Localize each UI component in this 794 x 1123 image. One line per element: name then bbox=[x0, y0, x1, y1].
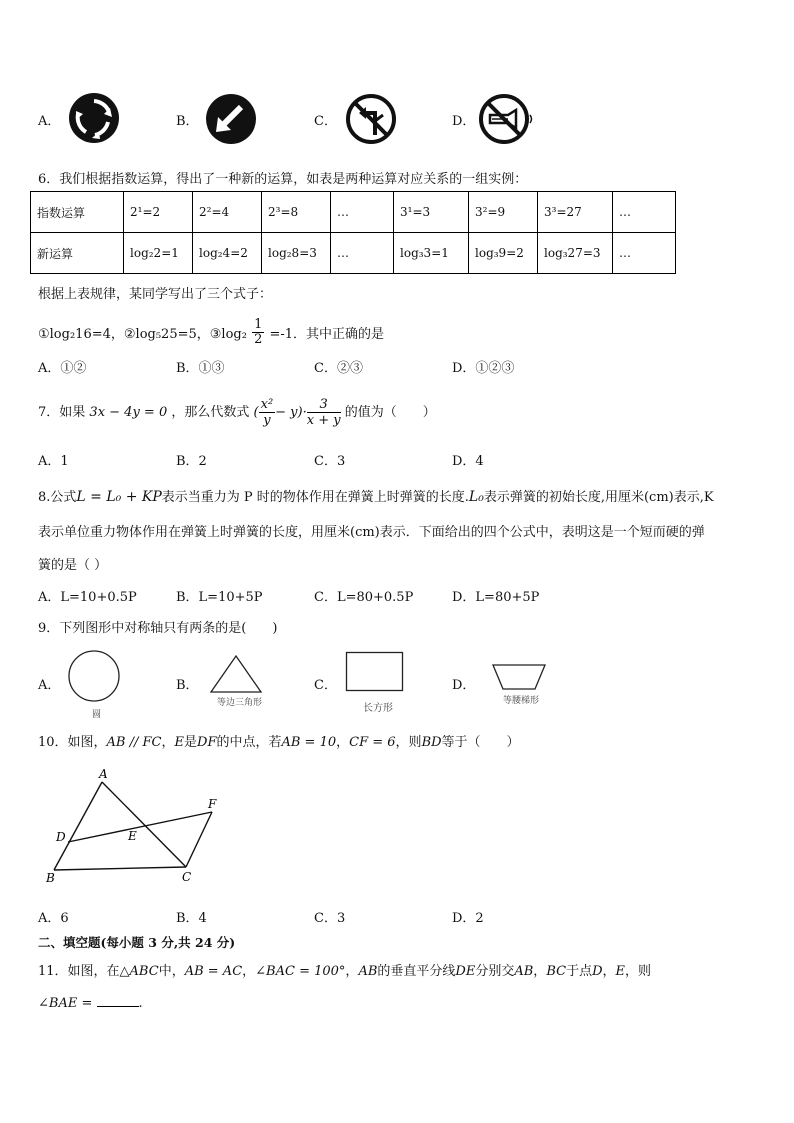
q6-after-text: 根据上表规律，某同学写出了三个式子： bbox=[38, 287, 273, 302]
q7-option-c[interactable]: C．3 bbox=[314, 454, 346, 469]
q7-frac1-num: x² bbox=[260, 397, 274, 412]
q10-text: ， bbox=[336, 735, 350, 750]
q8-option-a[interactable]: A．L=10+0.5P bbox=[38, 590, 137, 605]
point-label-b: B bbox=[46, 871, 55, 885]
q7-frac2-num: 3 bbox=[307, 397, 341, 413]
q10-cf6: CF = 6 bbox=[349, 735, 396, 750]
q7-suffix: 的值为（ ） bbox=[344, 405, 436, 420]
q10-suffix: 等于（ ） bbox=[441, 735, 520, 750]
roundabout-sign-icon bbox=[68, 92, 120, 144]
q7-prefix: 7．如果 bbox=[38, 405, 86, 420]
q11-var-ab: AB bbox=[514, 964, 534, 979]
table-cell: 2²=4 bbox=[193, 192, 262, 233]
q9-caption-trapezoid: 等腰梯形 bbox=[503, 696, 540, 706]
circle-shape-icon bbox=[66, 648, 122, 704]
q6-formulas-suffix: =-1．其中正确的是 bbox=[269, 327, 385, 342]
q7-minus-y: − y)· bbox=[275, 405, 307, 420]
table-cell: … bbox=[613, 192, 676, 233]
point-label-a: A bbox=[99, 767, 108, 781]
q6-formulas-prefix: ①log₂16=4，②log₅25=5，③log₂ bbox=[38, 327, 247, 342]
q6-option-d[interactable]: D．①②③ bbox=[452, 361, 515, 376]
q11-text: 的垂直平分线 bbox=[377, 964, 456, 979]
table-cell: log₃9=2 bbox=[469, 233, 538, 274]
q9-caption-rectangle: 长方形 bbox=[363, 703, 393, 714]
q10-option-c[interactable]: C．3 bbox=[314, 911, 346, 926]
q11-angle: ∠BAC = 100° bbox=[255, 964, 346, 979]
q10-stem bbox=[38, 731, 520, 750]
no-left-turn-sign-icon bbox=[345, 93, 397, 145]
q8-line1-b: 表示当重力为 P 时的物体作用在弹簧上时弹簧的长度. bbox=[161, 490, 469, 505]
table-row bbox=[31, 233, 676, 274]
q6-stem: 6．我们根据指数运算，得出了一种新的运算，如表是两种运算对应关系的一组实例： bbox=[38, 172, 528, 187]
table-cell: 3³=27 bbox=[538, 192, 613, 233]
q11-text: 中， bbox=[158, 964, 185, 979]
table-cell: … bbox=[331, 233, 394, 274]
q6-formulas bbox=[38, 317, 385, 349]
q11-eq1: AB = AC bbox=[184, 964, 243, 979]
q6-fraction bbox=[252, 318, 264, 347]
q8-l0: L₀ bbox=[468, 489, 484, 505]
table-cell: 3¹=3 bbox=[394, 192, 469, 233]
q5-option-d-label: D． bbox=[452, 114, 476, 129]
q10-var-e: E bbox=[174, 735, 184, 750]
table-cell: 新运算 bbox=[31, 233, 124, 274]
table-cell: … bbox=[331, 192, 394, 233]
q10-option-d[interactable]: D．2 bbox=[452, 911, 484, 926]
q10-var-df: DF bbox=[197, 735, 217, 750]
q8-line1-c: 表示弹簧的初始长度,用厘米(cm)表示,K bbox=[483, 490, 714, 505]
point-label-c: C bbox=[182, 870, 192, 884]
isosceles-trapezoid-shape-icon bbox=[491, 663, 547, 691]
q10-text: 的中点，若 bbox=[216, 735, 282, 750]
q10-var-bd: BD bbox=[421, 735, 442, 750]
q5-option-b-label: B． bbox=[176, 114, 199, 129]
table-cell: log₃3=1 bbox=[394, 233, 469, 274]
q7-stem: 7．如果 3x − 4y = 0 ，那么代数式 ( $\frac{\text{x²}}{y}$ − y)· $\frac{3}{x + y}$ 的值为（ ） bbox=[38, 397, 436, 428]
table-cell: 2³=8 bbox=[262, 192, 331, 233]
q5-option-c-label: C． bbox=[314, 114, 337, 129]
diagonal-arrow-sign-icon bbox=[205, 93, 257, 145]
q9-caption-triangle: 等边三角形 bbox=[217, 698, 263, 708]
q11-triangle: △ABC bbox=[119, 964, 159, 979]
q7-option-d[interactable]: D．4 bbox=[452, 454, 484, 469]
q8-line-1 bbox=[38, 486, 714, 505]
q9-caption-circle: 圆 bbox=[92, 710, 102, 720]
table-cell: 2¹=2 bbox=[124, 192, 193, 233]
q11-line-1 bbox=[38, 960, 651, 979]
q7-condition: 3x − 4y = 0 bbox=[89, 405, 168, 420]
q8-option-d[interactable]: D．L=80+5P bbox=[452, 590, 540, 605]
table-cell: log₃27=3 bbox=[538, 233, 613, 274]
q9-option-b-label[interactable]: B． bbox=[176, 678, 199, 693]
q6-fraction-numerator: 1 bbox=[254, 317, 263, 332]
q7-fraction-2 bbox=[307, 397, 341, 428]
q9-stem: 9．下列图形中对称轴只有两条的是( ) bbox=[38, 621, 278, 636]
q11-text: 分别交 bbox=[475, 964, 515, 979]
q7-frac1-den: y bbox=[263, 413, 271, 428]
table-cell: log₂2=1 bbox=[124, 233, 193, 274]
q9-option-d-label[interactable]: D． bbox=[452, 678, 476, 693]
table-cell: log₂8=3 bbox=[262, 233, 331, 274]
q10-text: ，则 bbox=[395, 735, 422, 750]
equilateral-triangle-shape-icon bbox=[209, 654, 263, 694]
q5-option-a-label: A． bbox=[38, 114, 61, 129]
q11-text: . bbox=[138, 996, 143, 1011]
q10-text: 是 bbox=[184, 735, 198, 750]
section-2-heading: 二、填空题(每小题 3 分,共 24 分) bbox=[38, 935, 236, 950]
q7-middle: ，那么代数式 bbox=[171, 405, 250, 420]
q11-var-d: D bbox=[592, 964, 603, 979]
point-label-f: F bbox=[208, 797, 217, 811]
q10-text: ， bbox=[161, 735, 175, 750]
q11-var-bc: BC bbox=[546, 964, 567, 979]
table-cell: 3²=9 bbox=[469, 192, 538, 233]
q10-option-a[interactable]: A．6 bbox=[38, 911, 69, 926]
q11-text: ， bbox=[533, 964, 547, 979]
point-label-e: E bbox=[128, 829, 137, 843]
q10-ab10: AB = 10 bbox=[281, 735, 337, 750]
q6-option-c[interactable]: C．②③ bbox=[314, 361, 363, 376]
q9-option-c-label[interactable]: C． bbox=[314, 678, 337, 693]
q8-formula: L = L₀ + KP bbox=[76, 489, 162, 505]
q11-var-de: DE bbox=[455, 964, 476, 979]
table-cell: … bbox=[613, 233, 676, 274]
q6-option-b[interactable]: B．①③ bbox=[176, 361, 225, 376]
q10-option-b[interactable]: B．4 bbox=[176, 911, 207, 926]
q7-frac2-den: x + y bbox=[306, 413, 341, 428]
q8-line-2: 表示单位重力物体作用在弹簧上时弹簧的长度，用厘米(cm)表示．下面给出的四个公式中，表明这是一个短而硬的弹 bbox=[38, 525, 705, 540]
q6-operation-table bbox=[30, 191, 676, 274]
q8-option-b[interactable]: B．L=10+5P bbox=[176, 590, 263, 605]
q11-angle-bae: ∠BAE = bbox=[38, 996, 93, 1011]
q7-option-a[interactable]: A．1 bbox=[38, 454, 69, 469]
q11-var-e: E bbox=[615, 964, 626, 979]
q10-geometry-figure bbox=[40, 762, 240, 888]
q11-answer-blank[interactable] bbox=[97, 994, 139, 1007]
rectangle-shape-icon bbox=[345, 651, 405, 693]
q11-text: ， bbox=[242, 964, 256, 979]
q11-text: ， bbox=[602, 964, 616, 979]
q8-line-3: 簧的是（ ） bbox=[38, 558, 108, 573]
q11-line-2 bbox=[38, 994, 143, 1011]
q6-fraction-denominator: 2 bbox=[254, 332, 263, 347]
q10-prefix: 10．如图， bbox=[38, 735, 107, 750]
q10-parallel: AB // FC bbox=[106, 735, 162, 750]
table-cell: 指数运算 bbox=[31, 192, 124, 233]
q6-option-a[interactable]: A．①② bbox=[38, 361, 87, 376]
table-row bbox=[31, 192, 676, 233]
q11-var-ab: AB bbox=[358, 964, 378, 979]
point-label-d: D bbox=[56, 830, 66, 844]
q8-line1-a: 8.公式 bbox=[38, 490, 77, 505]
q11-text: 11．如图，在 bbox=[38, 964, 120, 979]
q11-text: ，则 bbox=[625, 964, 652, 979]
q7-fraction-1 bbox=[259, 397, 276, 428]
table-cell: log₂4=2 bbox=[193, 233, 262, 274]
q11-text: 于点 bbox=[566, 964, 593, 979]
q11-text: ， bbox=[345, 964, 359, 979]
q7-option-b[interactable]: B．2 bbox=[176, 454, 207, 469]
no-horn-sign-icon bbox=[478, 93, 534, 145]
q8-option-c[interactable]: C．L=80+0.5P bbox=[314, 590, 414, 605]
q9-option-a-label[interactable]: A． bbox=[38, 678, 61, 693]
